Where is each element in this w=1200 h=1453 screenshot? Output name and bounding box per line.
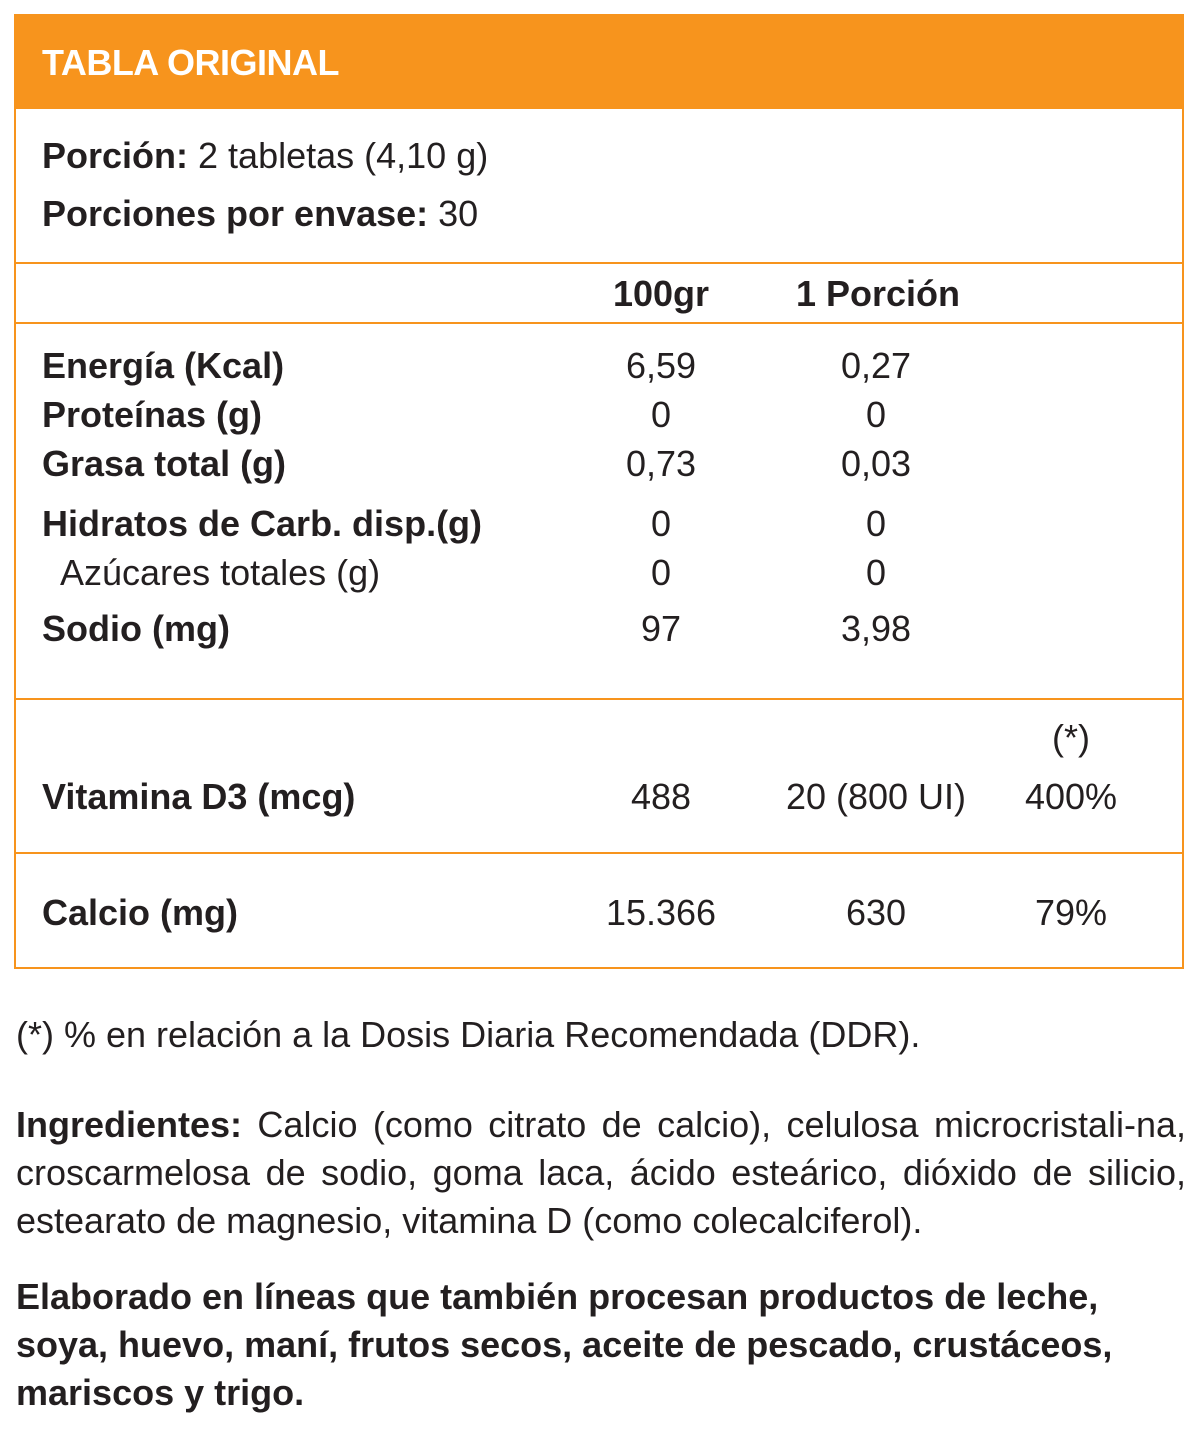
- nutrient-portion: 3,98: [840, 608, 912, 649]
- nutrient-per100: 6,59: [625, 345, 697, 386]
- nutrient-portion: 0,03: [840, 443, 912, 484]
- nutrition-table: [14, 14, 1184, 969]
- nutrient-name: Sodio (mg): [42, 608, 230, 649]
- table-header: [16, 16, 1182, 109]
- nutrient-portion: 0: [865, 394, 887, 435]
- vitamin-pct-note: (*): [1052, 717, 1090, 758]
- nutrient-portion: 0: [865, 552, 887, 593]
- nutrient-per100: 0: [650, 394, 672, 435]
- portion-label: Porción:: [42, 135, 189, 176]
- vitamin-name: Vitamina D3 (mcg): [42, 776, 356, 817]
- ingredients-paragraph: [16, 1101, 1186, 1245]
- vitamin-portion: 20 (800 UI): [785, 776, 967, 817]
- nutrient-per100: 0: [650, 552, 672, 593]
- ingredients-label: Ingredientes:: [16, 1104, 243, 1145]
- portion-value: 2 tabletas (4,10 g): [188, 135, 489, 176]
- column-header-100gr: 100gr: [612, 273, 710, 314]
- servings-value: 30: [428, 193, 479, 234]
- allergen-warning: Elaborado en líneas que también procesan productos de leche, soya, huevo, maní, frutos secos, aceite de pescado, crustáceos, mariscos y trigo.: [16, 1276, 1113, 1413]
- divider: [16, 322, 1182, 324]
- footnote: (*) % en relación a la Dosis Diaria Recomendada (DDR).: [16, 1014, 921, 1055]
- nutrient-name-sub: Azúcares totales (g): [60, 552, 381, 593]
- nutrient-name: Hidratos de Carb. disp.(g): [42, 503, 483, 544]
- ingredients-text: Calcio (como citrato de calcio), celulosa microcristali-na, croscarmelosa de sodio, goma laca, ácido esteárico, dióxido de silicio, estearato de magnesio, vitamina D (como colecalciferol).: [16, 1104, 1186, 1241]
- nutrient-name: Energía (Kcal): [42, 345, 285, 386]
- nutrient-portion: 0: [865, 503, 887, 544]
- nutrient-name: Proteínas (g): [42, 394, 263, 435]
- servings-label: Porciones por envase:: [42, 193, 429, 234]
- nutrient-per100: 0: [650, 503, 672, 544]
- servings-row: [42, 193, 479, 234]
- nutrient-per100: 97: [640, 608, 682, 649]
- calcium-portion: 630: [845, 892, 907, 933]
- divider: [16, 852, 1182, 854]
- calcium-per100: 15.366: [605, 892, 717, 933]
- nutrient-portion: 0,27: [840, 345, 912, 386]
- column-header-portion: 1 Porción: [796, 273, 961, 314]
- nutrient-name: Grasa total (g): [42, 443, 287, 484]
- nutrient-per100: 0,73: [625, 443, 697, 484]
- divider: [16, 698, 1182, 700]
- table-title: TABLA ORIGINAL: [42, 42, 339, 83]
- vitamin-pct: 400%: [1024, 776, 1118, 817]
- portion-row: [42, 135, 489, 176]
- calcium-pct: 79%: [1034, 892, 1108, 933]
- calcium-name: Calcio (mg): [42, 892, 239, 933]
- divider: [16, 262, 1182, 264]
- vitamin-per100: 488: [630, 776, 692, 817]
